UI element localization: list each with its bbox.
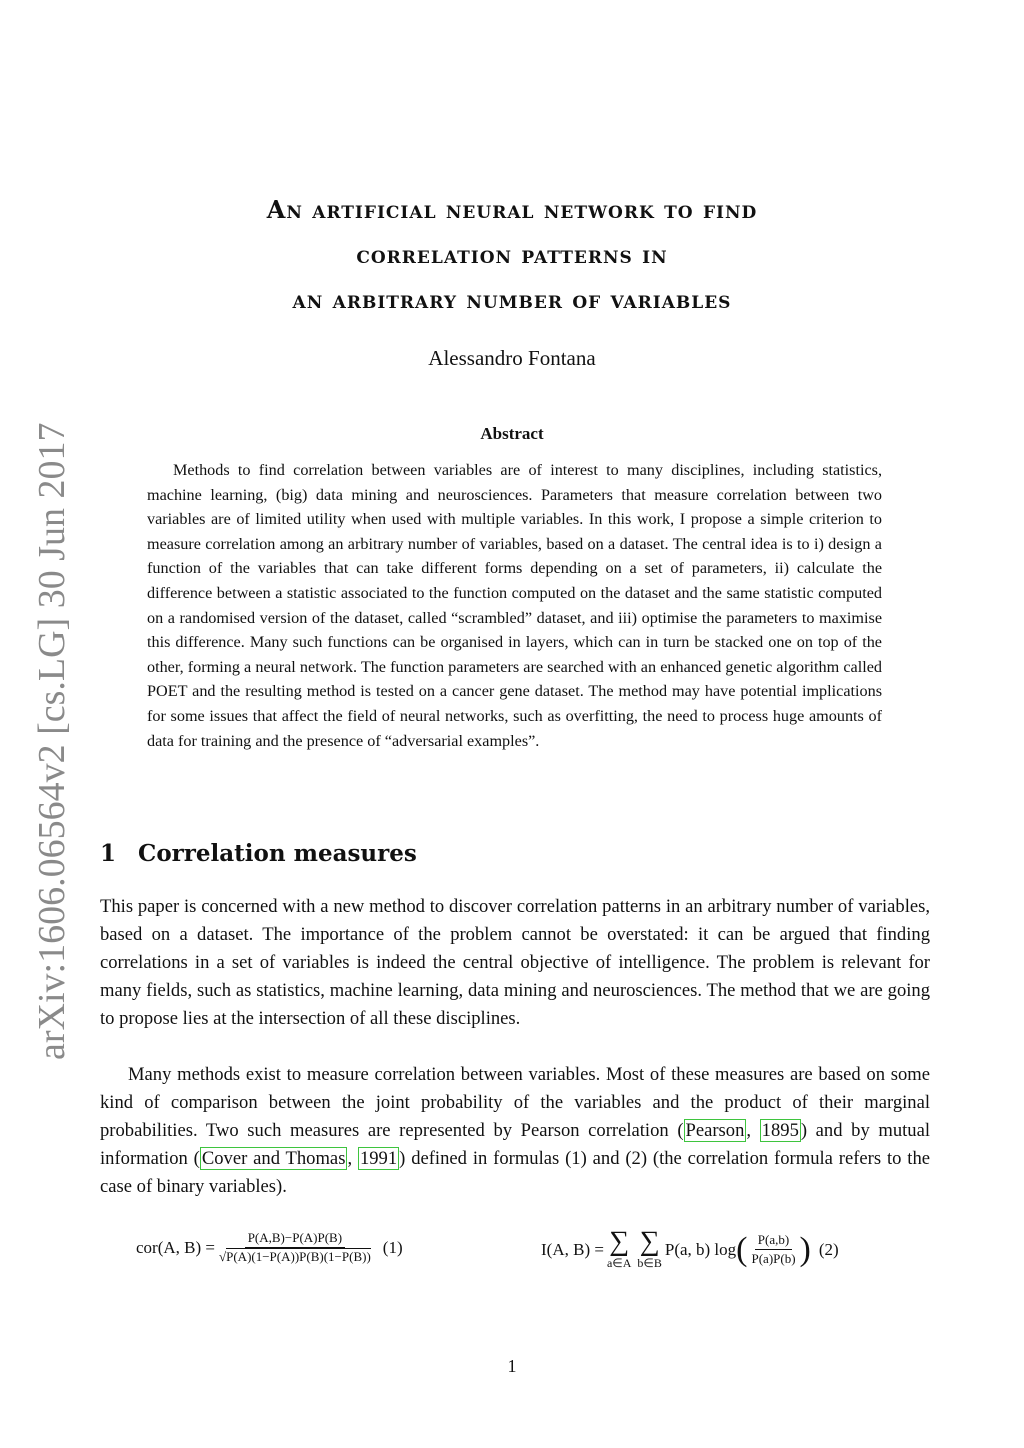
equation-2-fraction [751,1232,795,1267]
equation-1-denominator: P(A)(1−P(A))P(B)(1−P(B)) [226,1249,371,1264]
paren-close: ) [799,1230,811,1268]
author-name: Alessandro Fontana [428,346,596,370]
paren-open: ( [736,1230,748,1268]
abstract-heading: Abstract [480,424,544,443]
sum-icon: ∑ [639,1226,660,1257]
equation-2-numerator: P(a,b) [755,1232,792,1250]
citation-separator: , [347,1148,358,1169]
equation-2-label: (2) [818,1239,839,1259]
equation-1-numerator: P(A,B)−P(A)P(B) [245,1230,345,1248]
sum-a-subscript: a∈A [606,1256,632,1270]
paragraph-2-part-1: Many methods exist to measure correlation between variables. Most of these measures are based on some kind of comparison between the joint probability of the variables and the product of their marginal probabilities. Two such measures are represented by Pearson correlation ( [100,1064,930,1141]
equation-2-denominator: P(a)P(b) [751,1251,796,1266]
citation-pearson-name[interactable]: Pearson [685,1120,745,1141]
equation-1-fraction [219,1230,371,1265]
citation-cover-thomas-year[interactable]: 1991 [359,1148,398,1169]
citation-cover-thomas-name[interactable]: Cover and Thomas [201,1148,346,1169]
equation-2 [541,1228,839,1271]
citation-separator: , [746,1120,760,1141]
sum-a [607,1228,631,1271]
page-number: 1 [507,1356,517,1376]
section-number: 1 [100,840,117,867]
citation-pearson-year[interactable]: 1895 [761,1120,799,1141]
equation-2-lhs: I(A, B) = [541,1239,604,1259]
abstract-text: Methods to find correlation between variables are of interest to many disciplines, including statistics, machine learning, (big) data mining and neurosciences. Parameters that measure correlation between two variables are of limited utility when used with multiple variables. In this work, I propose a simple criterion to measure correlation among an arbitrary number of variables, based on a dataset. The central idea is to i) design a function of the variables that can take different forms depending on a set of parameters, ii) calculate the difference between a statistic associated to the function computed on the dataset and the same statistic computed on a randomised version of the dataset, called “scrambled” dataset, and iii) optimise the parameters to maximise this difference. Many such functions can be organised in layers, which can in turn be stacked one on top of the other, forming a neural network. The function parameters are searched with an enhanced genetic algorithm called POET and the resulting method is tested on a cancer gene dataset. The method may have potential implications for some issues that affect the field of neural networks, such as overfitting, the need to process huge amounts of data for training and the presence of “adversarial examples”. [147,461,882,750]
title-line-1: An artificial neural network to find [266,195,758,224]
paragraph-2 [100,1061,930,1201]
equation-2-term: P(a, b) log [664,1239,737,1259]
section-heading [100,840,417,867]
equation-1 [136,1230,403,1265]
equation-1-lhs: cor(A, B) = [136,1237,215,1257]
arxiv-stamp: arXiv:1606.06564v2 [cs.LG] 30 Jun 2017 [31,422,73,1060]
equation-1-denominator-wrap [219,1248,371,1265]
title-line-2: correlation patterns in [356,240,668,269]
sum-icon: ∑ [609,1226,630,1257]
sqrt-icon: √ [218,1249,227,1264]
sum-b-subscript: b∈B [637,1256,662,1270]
section-title: Correlation measures [138,840,417,867]
paragraph-1: This paper is concerned with a new method to discover correlation patterns in an arbitrary number of variables, based on a dataset. The importance of the problem cannot be overstated: it can be argued that finding correlations in a set of variables is indeed the central objective of intelligence. The problem is relevant for many fields, such as statistics, machine learning, data mining and neurosciences. The method that we are going to propose lies at the intersection of all these disciplines. [100,896,930,1029]
paragraph-2-part-2: ) and by mutual information ( [100,1120,931,1169]
sum-b [637,1228,661,1271]
paragraph-2-part-3: ) defined in formulas (1) and (2) (the correlation formula refers to the case of binary variables). [100,1148,931,1197]
title-line-3: an arbitrary number of variables [292,285,732,314]
equation-1-label: (1) [382,1237,403,1257]
